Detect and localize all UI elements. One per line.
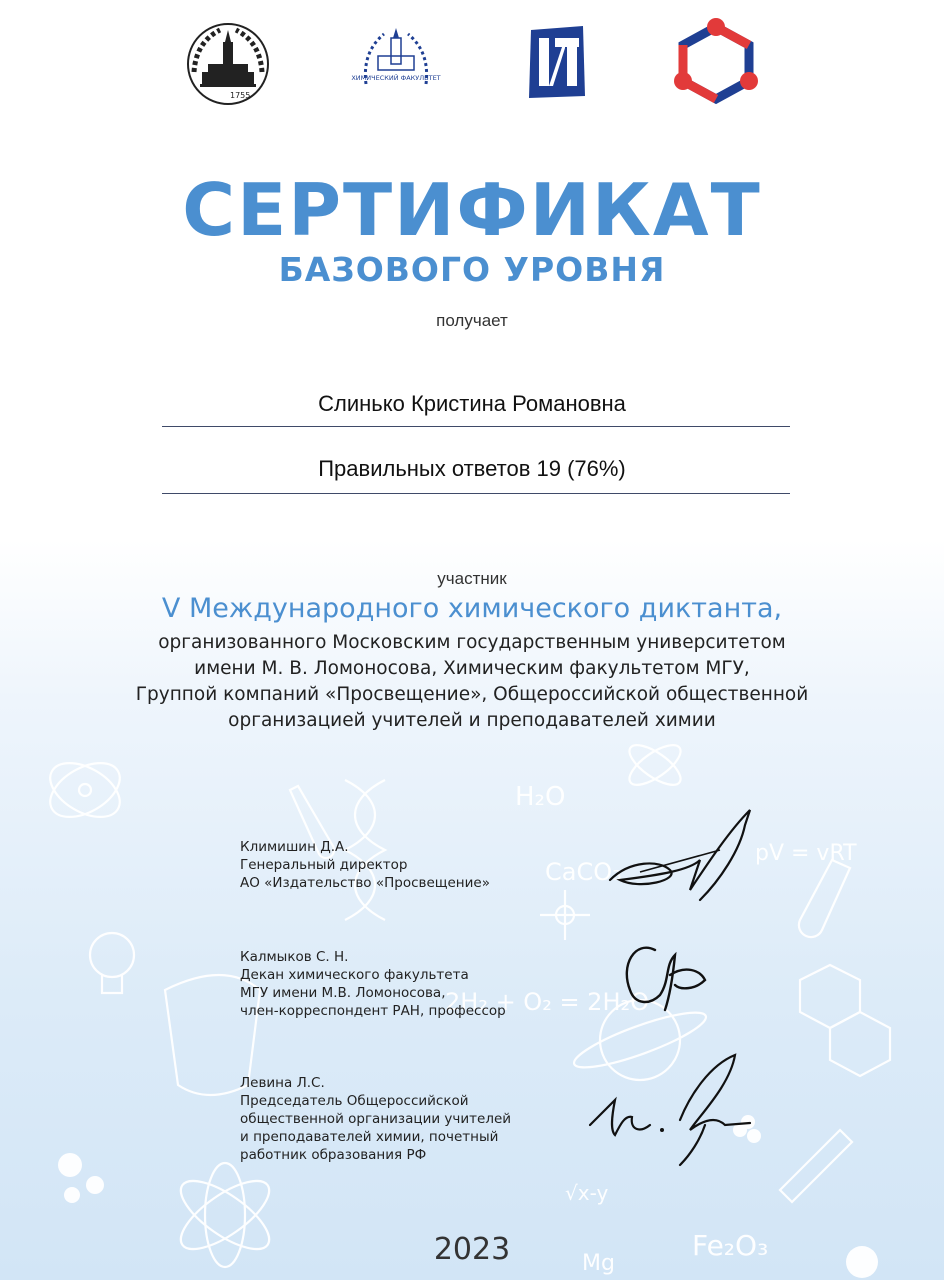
signature-klimishin <box>600 800 770 910</box>
signatory-levina <box>240 1074 511 1164</box>
organizers-line: имени М. В. Ломоносова, Химическим факультетом МГУ, <box>194 658 750 679</box>
formula-gas: pV = vRT <box>755 841 857 866</box>
msu-logo <box>186 22 270 106</box>
organizers-text <box>0 630 944 734</box>
name-underline <box>162 426 790 427</box>
signatory-line: МГУ имени М.В. Ломоносова, <box>240 985 446 1001</box>
signatory-line: Левина Л.С. <box>240 1075 325 1091</box>
result-text: Правильных ответов 19 (76%) <box>318 456 626 481</box>
event-title: V Международного химического диктанта, <box>161 593 783 624</box>
prosveshchenie-logo <box>527 24 587 100</box>
formula-oxide: Fe₂O₃ <box>692 1229 769 1262</box>
organizers-line: Группой компаний «Просвещение», Общероссийской общественной <box>135 684 809 705</box>
signatory-line: и преподавателей химии, почетный <box>240 1129 499 1145</box>
signatory-line: член-корреспондент РАН, профессор <box>240 1003 506 1019</box>
signatory-kalmykov <box>240 948 506 1020</box>
formula-root: √x-y <box>565 1181 609 1205</box>
signatory-line: Декан химического факультета <box>240 967 469 983</box>
chemistry-faculty-logo-text: ХИМИЧЕСКИЙ ФАКУЛЬТЕТ <box>351 74 441 82</box>
certificate-year: 2023 <box>433 1232 511 1267</box>
formula-coal: CaCO₃ <box>545 858 622 886</box>
signature-levina <box>580 1045 760 1170</box>
teachers-organization-logo <box>673 17 759 107</box>
organizers-line: организованного Московским государственным университетом <box>158 632 786 653</box>
signatory-line: Климишин Д.А. <box>240 839 349 855</box>
msu-logo-year: 1755 <box>230 91 251 100</box>
result-underline <box>162 493 790 494</box>
chemistry-faculty-logo <box>351 24 441 104</box>
organizers-line: организацией учителей и преподавателей химии <box>228 710 716 731</box>
signatory-line: общественной организации учителей <box>240 1111 512 1127</box>
certificate-subtitle: БАЗОВОГО УРОВНЯ <box>278 250 666 289</box>
recipient-name: Слинько Кристина Романовна <box>318 391 626 416</box>
signatory-line: Председатель Общероссийской <box>240 1093 469 1109</box>
participant-label: участник <box>437 569 507 588</box>
certificate-title: СЕРТИФИКАТ <box>182 168 762 252</box>
formula-water: H₂O <box>515 782 566 812</box>
signatory-line: работник образования РФ <box>240 1147 427 1163</box>
formula-mg: Mg <box>582 1251 615 1276</box>
formula-reaction: 2H₂ + O₂ = 2H₂O <box>445 988 650 1016</box>
signature-kalmykov <box>615 935 715 1020</box>
signatory-klimishin <box>240 838 490 892</box>
signatory-line: АО «Издательство «Просвещение» <box>240 875 490 891</box>
receives-label: получает <box>436 311 508 330</box>
signatory-line: Генеральный директор <box>240 857 408 873</box>
signatory-line: Калмыков С. Н. <box>240 949 349 965</box>
